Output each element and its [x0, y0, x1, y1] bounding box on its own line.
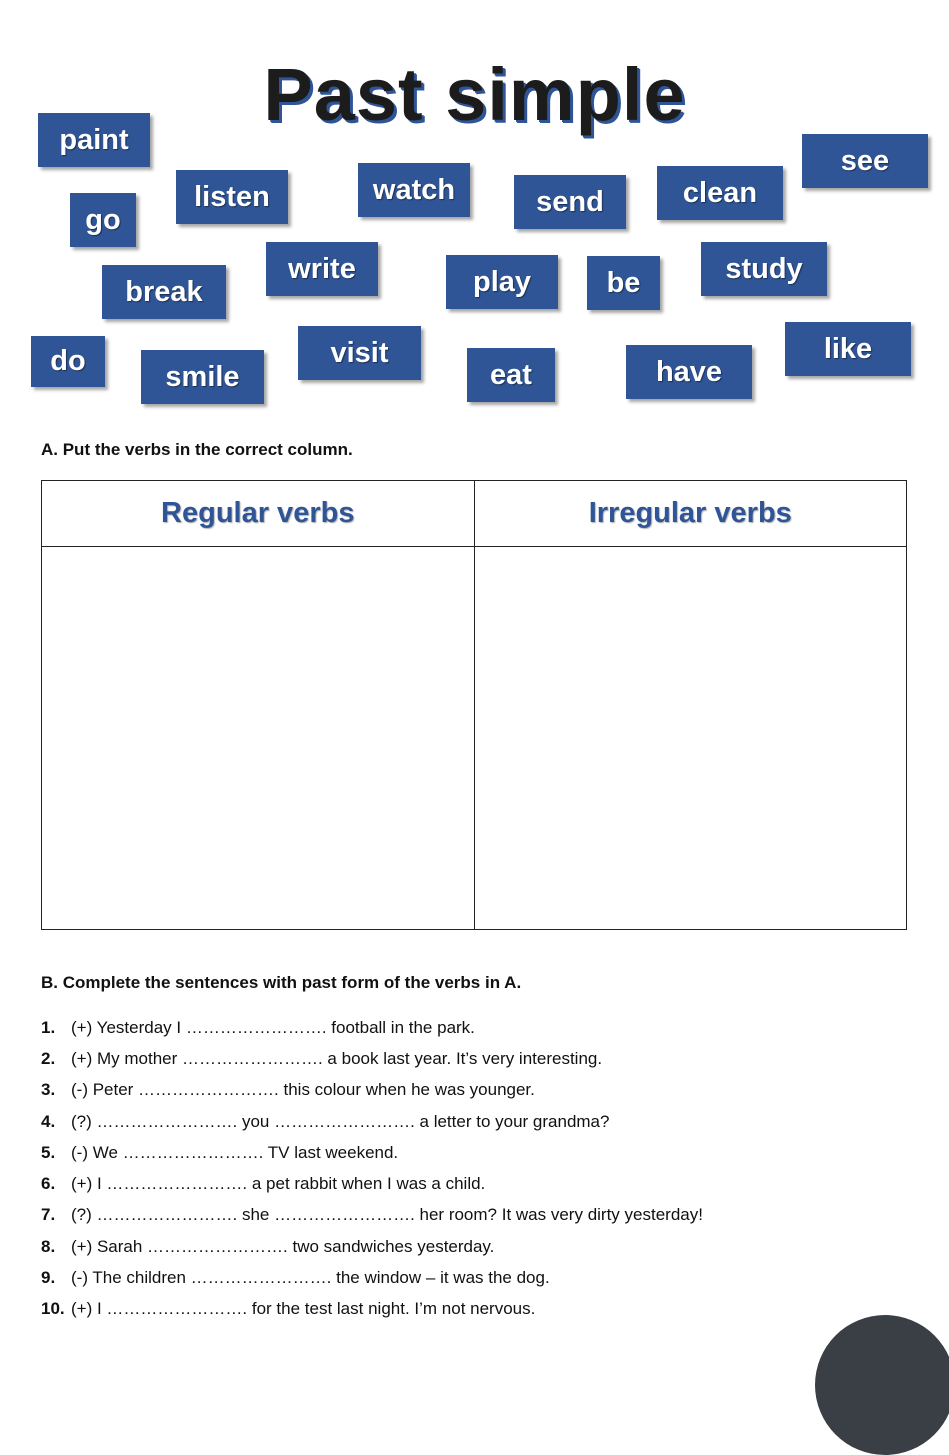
word-card-paint[interactable]: paint [38, 113, 150, 167]
word-card-have[interactable]: have [626, 345, 752, 399]
word-card-smile[interactable]: smile [141, 350, 264, 404]
sentence-item [41, 1231, 921, 1262]
sentence-text: (+) Yesterday I ……………………. football in the park. [71, 1017, 475, 1037]
sentence-text: (+) I ……………………. a pet rabbit when I was a child. [71, 1174, 486, 1194]
word-card-play[interactable]: play [446, 255, 558, 309]
sentence-list [41, 1012, 921, 1325]
irregular-verbs-header: Irregular verbs [474, 481, 907, 547]
word-card-do[interactable]: do [31, 336, 105, 387]
sentence-text: (+) I ……………………. for the test last night. I’m not nervous. [71, 1299, 536, 1319]
sentence-item [41, 1075, 921, 1106]
page-title: Past simple [263, 53, 686, 136]
sentence-number: 1. [41, 1017, 56, 1037]
sentence-number: 10. [41, 1299, 65, 1319]
sentence-number: 4. [41, 1111, 56, 1131]
section-a-heading: A. Put the verbs in the correct column. [41, 440, 353, 459]
sentence-number: 8. [41, 1236, 56, 1256]
word-card-break[interactable]: break [102, 265, 226, 319]
word-card-watch[interactable]: watch [358, 163, 470, 217]
sentence-item [41, 1200, 921, 1231]
sentence-item [41, 1043, 921, 1074]
sentence-text: (?) ……………………. you ……………………. a letter to your grandma? [71, 1111, 610, 1131]
sentence-item [41, 1168, 921, 1199]
sentence-text: (-) We ……………………. TV last weekend. [71, 1142, 399, 1162]
word-card-be[interactable]: be [587, 256, 660, 310]
sentence-item [41, 1294, 921, 1325]
word-card-like[interactable]: like [785, 322, 911, 376]
word-card-listen[interactable]: listen [176, 170, 288, 224]
sentence-item [41, 1262, 921, 1293]
sentence-number: 7. [41, 1205, 56, 1225]
regular-verbs-header: Regular verbs [42, 481, 475, 547]
sentence-text: (+) Sarah ……………………. two sandwiches yesterday. [71, 1236, 495, 1256]
word-card-eat[interactable]: eat [467, 348, 555, 402]
word-card-send[interactable]: send [514, 175, 626, 229]
sentence-number: 6. [41, 1174, 56, 1194]
sentence-text: (+) My mother ……………………. a book last year. It’s very interesting. [71, 1048, 603, 1068]
verb-columns-table [41, 480, 907, 930]
word-card-write[interactable]: write [266, 242, 378, 296]
sentence-item [41, 1137, 921, 1168]
sentence-number: 5. [41, 1142, 56, 1162]
sentence-number: 3. [41, 1080, 56, 1100]
word-card-see[interactable]: see [802, 134, 928, 188]
sentence-number: 9. [41, 1268, 56, 1288]
sentence-text: (-) Peter ……………………. this colour when he was younger. [71, 1080, 535, 1100]
corner-decoration [815, 1315, 949, 1455]
section-b-heading: B. Complete the sentences with past form of the verbs in A. [41, 973, 522, 992]
sentence-number: 2. [41, 1048, 56, 1068]
word-card-visit[interactable]: visit [298, 326, 421, 380]
irregular-verbs-cell[interactable] [474, 547, 907, 930]
sentence-text: (-) The children ……………………. the window – it was the dog. [71, 1268, 550, 1288]
regular-verbs-cell[interactable] [42, 547, 475, 930]
word-card-go[interactable]: go [70, 193, 136, 247]
word-card-clean[interactable]: clean [657, 166, 783, 220]
sentence-item [41, 1106, 921, 1137]
sentence-item [41, 1012, 921, 1043]
sentence-text: (?) ……………………. she ……………………. her room? It was very dirty yesterday! [71, 1205, 703, 1225]
word-card-study[interactable]: study [701, 242, 827, 296]
